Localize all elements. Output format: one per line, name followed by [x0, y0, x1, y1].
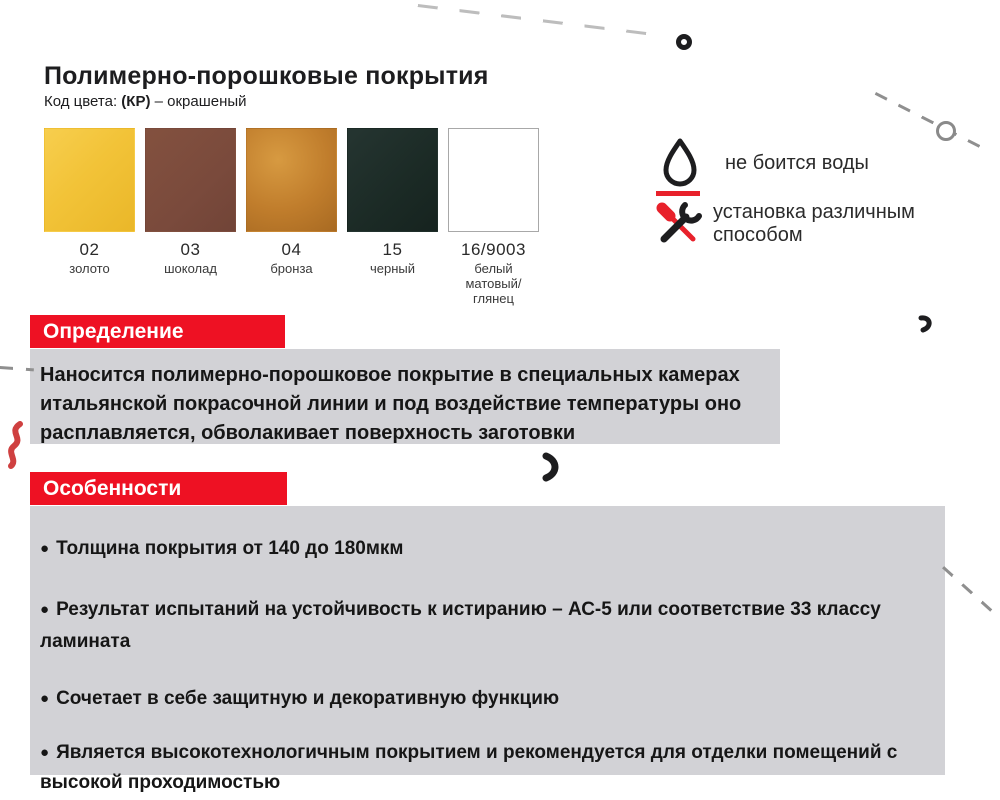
bullet-glyph: ●: [40, 690, 50, 707]
swatch-cell-gold: [44, 128, 135, 306]
decor-dashes-left: [0, 366, 34, 371]
feature-bullet-text: Толщина покрытия от 140 до 180мкм: [56, 538, 404, 559]
feature-bullet-item: [40, 684, 927, 714]
swatch-code: 15: [382, 240, 403, 259]
swatch-cell-chocolate: [145, 128, 236, 306]
color-swatch: [448, 128, 539, 232]
feature-bullet-item: [40, 534, 927, 564]
color-swatch: [145, 128, 236, 232]
swatch-cell-bronze: [246, 128, 337, 306]
swatch-code: 16/9003: [461, 240, 526, 259]
color-swatch: [44, 128, 135, 232]
decor-ring-right: [936, 121, 956, 141]
color-swatch: [246, 128, 337, 232]
swatch-name: черный: [369, 261, 416, 276]
features-text-panel: [30, 506, 945, 793]
swatch-name: бронза: [270, 261, 313, 276]
bullet-glyph: ●: [40, 540, 50, 557]
page-title: Полимерно-порошковые покрытия: [44, 62, 489, 90]
feature-bullet-text: Является высокотехнологичным покрытием и рекомендуется для отделки помещений с высокой проходимостью: [40, 742, 898, 793]
decor-red-squiggle: [3, 420, 29, 470]
feature-bullet-text: Результат испытаний на устойчивость к истиранию – АС-5 или соответствие 33 классу ламината: [40, 599, 881, 652]
decor-ring-top: [676, 34, 692, 50]
tools-icon: [653, 197, 705, 247]
decor-dashed-line-top: [418, 4, 667, 37]
swatch-code: 03: [180, 240, 201, 259]
feature-bullet-text: Сочетает в себе защитную и декоративную функцию: [56, 688, 560, 709]
section-heading-definition: Определение: [30, 315, 285, 348]
feature-bullet-item: [40, 738, 927, 798]
feature-bullet-item: [40, 594, 927, 658]
definition-text-panel: Наносится полимерно-порошковое покрытие в специальных камерах итальянской покрасочной линии и под воздействие температуры оно расплавляется, обволакивает поверхность заготовки: [30, 349, 780, 444]
decor-dashed-line-right: [875, 92, 985, 150]
benefit-label-installation: установка различным способом: [713, 201, 915, 246]
decor-comma-middle: [542, 452, 564, 482]
decor-dashes-bottom-right: [942, 566, 1000, 623]
swatch-code: 04: [281, 240, 302, 259]
bullet-glyph: ●: [40, 744, 50, 761]
water-drop-underline: [656, 191, 700, 196]
color-swatch: [347, 128, 438, 232]
color-code-label: Код цвета:: [44, 93, 122, 110]
benefit-label-water: не боится воды: [725, 152, 869, 174]
color-code-value: (КР): [121, 93, 151, 110]
swatch-cell-white: [448, 128, 539, 306]
section-heading-features: Особенности: [30, 472, 287, 505]
color-code-line: [44, 93, 247, 110]
color-swatch-row: [44, 128, 539, 306]
swatch-cell-black: [347, 128, 438, 306]
water-drop-icon: [658, 136, 702, 188]
color-code-suffix: – окрашеный: [150, 93, 247, 110]
decor-comma-right: [918, 312, 936, 334]
swatch-code: 02: [79, 240, 100, 259]
swatch-name: золото: [69, 261, 110, 276]
bullet-glyph: ●: [40, 601, 50, 618]
swatch-name: шоколад: [164, 261, 217, 276]
swatch-name: белый матовый/глянец: [465, 261, 522, 306]
